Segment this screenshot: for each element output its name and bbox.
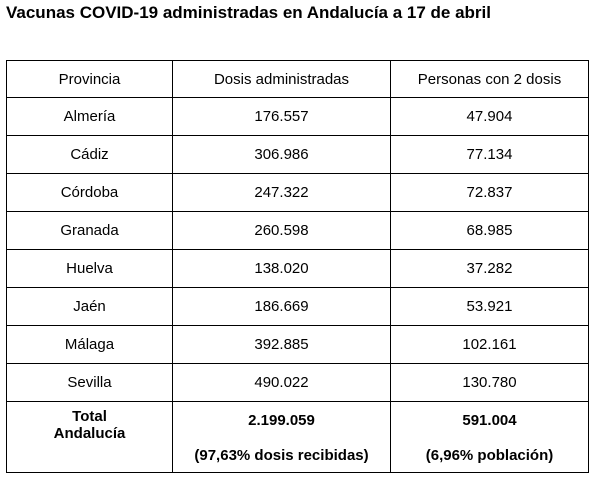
table-row [7, 288, 589, 326]
cell-dosis: 247.322 [173, 174, 391, 212]
cell-provincia: Cádiz [7, 136, 173, 174]
cell-personas: 53.921 [391, 288, 589, 326]
cell-dosis: 138.020 [173, 250, 391, 288]
cell-provincia: Málaga [7, 326, 173, 364]
cell-provincia: Jaén [7, 288, 173, 326]
table-row [7, 326, 589, 364]
cell-dosis: 186.669 [173, 288, 391, 326]
total-personas-value: 591.004 [462, 412, 517, 429]
total-label-cell [7, 402, 173, 473]
header-dosis-administradas: Dosis administradas [173, 61, 391, 98]
cell-personas: 102.161 [391, 326, 589, 364]
total-personas-note: (6,96% población) [425, 447, 554, 464]
cell-provincia: Huelva [7, 250, 173, 288]
header-personas-2-dosis: Personas con 2 dosis [391, 61, 589, 98]
header-provincia: Provincia [7, 61, 173, 98]
table-row [7, 212, 589, 250]
total-label [7, 402, 172, 442]
table-header-row [7, 61, 589, 98]
cell-personas: 77.134 [391, 136, 589, 174]
table-row [7, 136, 589, 174]
vaccination-table [6, 60, 589, 473]
total-row [7, 402, 589, 473]
cell-provincia: Córdoba [7, 174, 173, 212]
table-row [7, 364, 589, 402]
cell-dosis: 392.885 [173, 326, 391, 364]
total-label-line1: Total [72, 408, 107, 425]
cell-personas: 37.282 [391, 250, 589, 288]
cell-dosis: 306.986 [173, 136, 391, 174]
total-dosis-note: (97,63% dosis recibidas) [194, 447, 369, 464]
cell-provincia: Granada [7, 212, 173, 250]
cell-dosis: 176.557 [173, 98, 391, 136]
total-dosis-cell [173, 402, 391, 473]
cell-personas: 72.837 [391, 174, 589, 212]
cell-dosis: 260.598 [173, 212, 391, 250]
total-label-line2: Andalucía [53, 425, 126, 442]
total-personas-cell [391, 402, 589, 473]
cell-personas: 130.780 [391, 364, 589, 402]
cell-provincia: Almería [7, 98, 173, 136]
table-row [7, 98, 589, 136]
cell-personas: 68.985 [391, 212, 589, 250]
total-dosis-value: 2.199.059 [248, 412, 315, 429]
cell-provincia: Sevilla [7, 364, 173, 402]
cell-dosis: 490.022 [173, 364, 391, 402]
table-row [7, 174, 589, 212]
table-row [7, 250, 589, 288]
page-title: Vacunas COVID-19 administradas en Andalucía a 17 de abril [6, 3, 491, 22]
cell-personas: 47.904 [391, 98, 589, 136]
